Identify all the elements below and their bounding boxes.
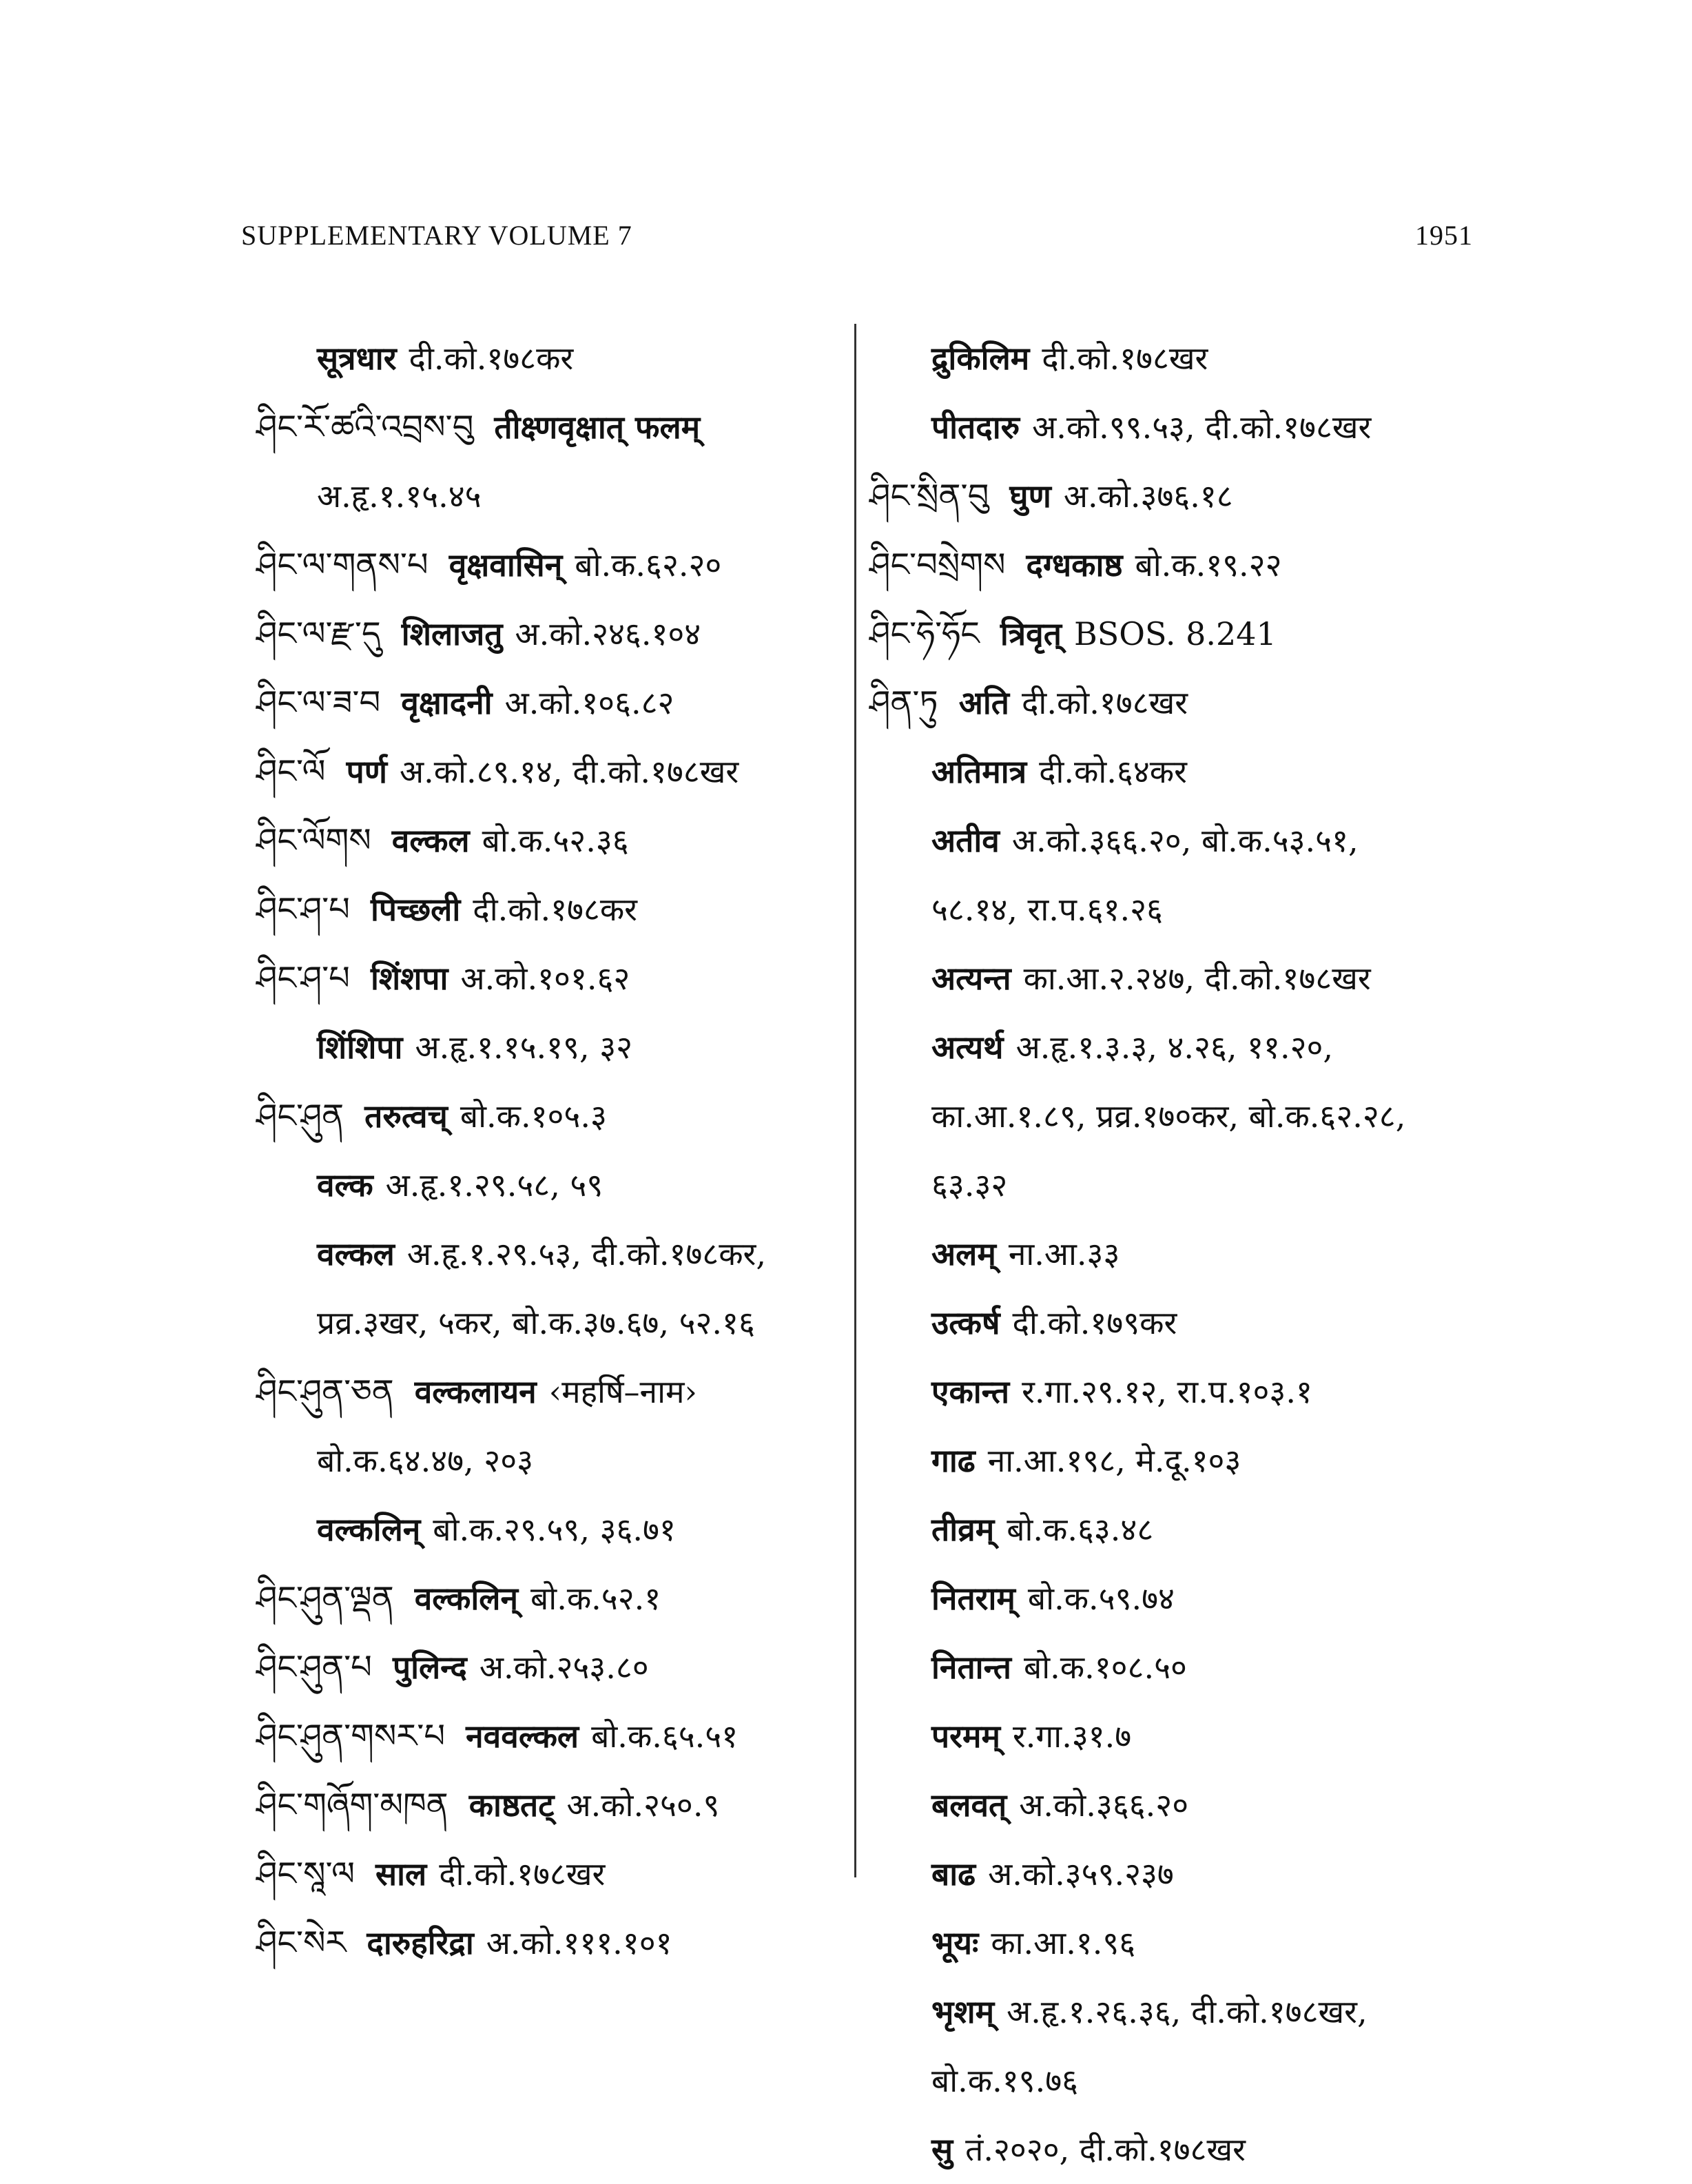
source-reference: अ.को.२४६.१०४ — [515, 615, 701, 652]
sanskrit-headword: उत्कर्ष — [931, 1304, 1000, 1341]
sanskrit-headword: पीतदारु — [931, 409, 1020, 446]
dictionary-entry-line — [869, 944, 1489, 1013]
source-reference: बो.क.५२.३६ — [482, 822, 629, 859]
source-reference: र.गा.२९.१२, रा.प.१०३.१ — [1022, 1373, 1312, 1410]
dictionary-entry-line — [256, 1426, 835, 1495]
source-reference: दी.को.१७८खर — [1042, 340, 1208, 377]
source-reference: अ.को.१११.१०१ — [486, 1924, 672, 1961]
tibetan-term: ཤིང་ཤ་པ — [256, 890, 350, 929]
sanskrit-headword: शिंशिपा — [317, 1029, 403, 1066]
dictionary-entry-line — [256, 1564, 835, 1633]
source-reference: बो.क.६३.४८ — [1007, 1511, 1154, 1548]
source-reference: BSOS. 8.241 — [1073, 615, 1277, 652]
source-reference: अ.को.३६६.२०, बो.क.५३.५१, — [1011, 822, 1359, 859]
sanskrit-headword: वल्कलिन् — [317, 1511, 421, 1548]
dictionary-entry-line — [256, 944, 835, 1013]
dictionary-entry-line — [256, 1082, 835, 1151]
source-reference: का.आ.१.९६ — [991, 1924, 1136, 1961]
sanskrit-headword: दारुहरिद्रा — [367, 1924, 474, 1961]
dictionary-entry-line — [256, 599, 835, 668]
sanskrit-headword: वृक्षवासिन् — [448, 546, 563, 584]
sanskrit-headword: नववल्कल — [466, 1718, 579, 1755]
dictionary-entry-line — [869, 1151, 1489, 1219]
source-reference: अ.को.३६६.२० — [1019, 1786, 1189, 1824]
tibetan-term: ཤིང་བསྲེགས — [869, 546, 1006, 584]
source-reference: तं.२०२०, दी.को.१७८खर — [965, 2131, 1246, 2168]
dictionary-entry-line — [256, 1219, 835, 1288]
source-reference: अ.को.८९.१४, दी.को.१७८खर — [399, 753, 739, 790]
dictionary-entry-line — [256, 1013, 835, 1082]
tibetan-term: ཤིང་ཤུན་གསར་པ — [256, 1717, 446, 1755]
sanskrit-headword: तीव्रम् — [931, 1511, 995, 1548]
source-reference: र.गा.३१.७ — [1012, 1718, 1132, 1755]
dictionary-entry-line — [869, 875, 1489, 944]
source-reference: बो.क.१०८.५० — [1023, 1649, 1187, 1686]
dictionary-entry-line — [869, 462, 1489, 530]
sanskrit-headword: वल्क — [317, 1166, 373, 1204]
source-reference: अ.को.२५०.९ — [566, 1786, 720, 1824]
source-reference: अ.को.३७६.१८ — [1063, 477, 1233, 515]
dictionary-entry-line — [869, 1977, 1489, 2046]
dictionary-entry-line — [256, 1288, 835, 1357]
source-reference: ५८.१४, रा.प.६१.२६ — [931, 891, 1163, 928]
source-reference: अ.को.२५३.८० — [479, 1649, 649, 1686]
source-reference: दी.को.१७८कर — [409, 340, 574, 377]
tibetan-term: ཤིང་སེར — [256, 1924, 347, 1962]
tibetan-term: ཤིང་ཤ་པ — [256, 959, 350, 998]
tibetan-term: ཤིང་གཞོག་མཁན — [256, 1786, 448, 1824]
dictionary-entry-line — [869, 1288, 1489, 1357]
column-divider — [854, 324, 856, 1877]
sanskrit-headword: भूयः — [931, 1924, 979, 1961]
sanskrit-headword: अलम् — [931, 1235, 996, 1273]
tibetan-term: ཤིང་ཤུན — [256, 1097, 344, 1135]
source-reference: अ.हृ.१.१५.४५ — [317, 477, 482, 515]
dictionary-entry-line — [256, 668, 835, 737]
sanskrit-headword: त्रिवृत् — [1000, 615, 1062, 652]
dictionary-entry-line — [256, 530, 835, 599]
tibetan-term: ཤིང་སྲིན་བུ — [869, 477, 989, 515]
dictionary-entry-line — [869, 1702, 1489, 1771]
dictionary-entry-line — [256, 806, 835, 875]
sanskrit-headword: अतीव — [931, 822, 1000, 859]
dictionary-entry-line — [869, 2046, 1489, 2115]
sanskrit-headword: साल — [375, 1855, 427, 1893]
dictionary-entry-line — [869, 1013, 1489, 1082]
sanskrit-headword: दग्धकाष्ठ — [1026, 546, 1123, 584]
source-reference: अ.हृ.१.३.३, ४.२६, ११.२०, — [1015, 1029, 1334, 1066]
tibetan-term: ཤིང་ཤུན་ལྡན — [256, 1579, 394, 1618]
right-column — [869, 324, 1489, 2184]
dictionary-entry-line — [256, 1495, 835, 1564]
dictionary-entry-line — [256, 393, 835, 462]
source-reference: अ.हृ.१.१५.१९, ३२ — [415, 1029, 633, 1066]
dictionary-entry-line — [869, 2115, 1489, 2184]
sanskrit-headword: वल्कल — [391, 822, 470, 859]
source-reference: बो.क.६५.५१ — [591, 1718, 739, 1755]
running-head — [241, 219, 1473, 254]
dictionary-entry-line — [256, 1840, 835, 1908]
source-reference: दी.को.१७८कर — [473, 891, 637, 928]
dictionary-entry-line — [869, 806, 1489, 875]
source-reference: अ.हृ.१.२९.५३, दी.को.१७८कर, — [406, 1235, 766, 1273]
sanskrit-headword: एकान्त — [931, 1373, 1010, 1410]
sanskrit-headword: बाढ — [931, 1855, 976, 1893]
sanskrit-headword: अतिमात्र — [931, 753, 1027, 790]
tibetan-term: ཤིང་ཤུན་པ — [256, 1648, 372, 1687]
volume-title: SUPPLEMENTARY VOLUME 7 — [241, 220, 632, 251]
source-reference: दी.को.१७८खर — [1021, 684, 1188, 721]
dictionary-entry-line — [256, 737, 835, 806]
sanskrit-headword: सु — [931, 2131, 953, 2168]
dictionary-entry-line — [869, 668, 1489, 737]
dictionary-entry-line — [869, 530, 1489, 599]
source-reference: अ.को.३५९.२३७ — [988, 1855, 1174, 1893]
dictionary-entry-line — [869, 1495, 1489, 1564]
source-reference: बो.क.६४.४७, २०३ — [317, 1442, 534, 1479]
sanskrit-headword: बलवत् — [931, 1786, 1007, 1824]
source-reference: बो.क.१९.७६ — [931, 2062, 1079, 2099]
dictionary-entry-line — [869, 324, 1489, 393]
sanskrit-headword: काष्ठतट् — [468, 1786, 555, 1824]
sanskrit-headword: अति — [958, 684, 1009, 721]
tibetan-term: ཤིང་ལ་གནས་པ — [256, 546, 429, 584]
dictionary-entry-line — [869, 1840, 1489, 1908]
dictionary-entry-line — [869, 599, 1489, 668]
source-reference: बो.क.२९.५९, ३६.७१ — [433, 1511, 676, 1548]
dictionary-entry-line — [256, 1908, 835, 1977]
sanskrit-headword: शिलाजतु — [401, 615, 503, 652]
source-reference: अ.हृ.१.२९.५८, ५९ — [385, 1166, 603, 1204]
dictionary-entry-line — [869, 1426, 1489, 1495]
dictionary-entry-line — [869, 1357, 1489, 1426]
dictionary-entry-line — [256, 1151, 835, 1219]
tibetan-term: ཤིང་ཤུན་ཅན — [256, 1372, 394, 1411]
tibetan-term: ཤིང་ལ་རྫ་དུ — [256, 615, 381, 653]
source-reference: अ.हृ.१.२६.३६, दी.को.१७८खर, — [1007, 1993, 1368, 2030]
dictionary-entry-line — [256, 875, 835, 944]
source-reference: बो.क.५९.७४ — [1027, 1580, 1175, 1617]
sanskrit-headword: भृशम् — [931, 1993, 995, 2030]
sanskrit-headword: सूत्रधार — [317, 340, 397, 377]
source-reference: का.आ.१.८९, प्रव्र.१७०कर, बो.क.६२.२८, — [931, 1098, 1406, 1135]
sanskrit-headword: वल्कलिन् — [414, 1580, 519, 1617]
source-reference: अ.को.९९.५३, दी.को.१७८खर — [1032, 409, 1372, 446]
sanskrit-headword: वल्कल — [317, 1235, 395, 1273]
sanskrit-headword: अत्यर्थ — [931, 1029, 1004, 1066]
source-reference: ६३.३२ — [931, 1166, 1008, 1204]
source-reference: बो.क.६२.२० — [575, 546, 722, 584]
dictionary-entry-line — [869, 737, 1489, 806]
source-reference: दी.को.१७९कर — [1012, 1304, 1177, 1341]
dictionary-entry-line — [256, 324, 835, 393]
dictionary-entry-line — [869, 1564, 1489, 1633]
dictionary-entry-line — [256, 462, 835, 530]
sanskrit-headword: तीक्ष्णवृक्षात् फलम् — [494, 409, 701, 446]
source-reference: का.आ.२.२४७, दी.को.१७८खर — [1023, 960, 1371, 997]
dictionary-entry-line — [869, 393, 1489, 462]
source-reference: अ.को.१०१.६२ — [460, 960, 630, 997]
sanskrit-headword: परमम् — [931, 1718, 1000, 1755]
tibetan-term: ཤིང་ལ་ཟ་བ — [256, 683, 381, 722]
sanskrit-headword: घुण — [1009, 477, 1051, 515]
sanskrit-headword: वृक्षादनी — [401, 684, 493, 721]
source-reference: बो.क.१९.२२ — [1135, 546, 1282, 584]
sanskrit-headword: तरुत्वच् — [364, 1098, 448, 1135]
tibetan-term: ཤིང་ལོ — [256, 752, 326, 791]
source-reference: ना.आ.१९८, मे.दू.१०३ — [987, 1442, 1241, 1479]
sanskrit-headword: गाढ — [931, 1442, 976, 1479]
dictionary-entry-line — [256, 1357, 835, 1426]
dictionary-entry-line — [869, 1633, 1489, 1702]
left-column — [256, 324, 835, 1977]
sanskrit-headword: वल्कलायन — [414, 1373, 537, 1410]
source-reference: बो.क.१०५.३ — [460, 1098, 607, 1135]
tibetan-term: ཤིན་ཏུ — [869, 683, 938, 722]
tibetan-term: ཤིང་རོ་ཚའི་འབྲས་བུ — [256, 408, 474, 446]
sanskrit-headword: शिंशपा — [370, 960, 448, 997]
source-reference: बो.क.५२.१ — [530, 1580, 661, 1617]
sanskrit-headword: पुलिन्द — [392, 1649, 467, 1686]
tibetan-term: ཤིང་ལོགས — [256, 821, 371, 860]
sanskrit-headword: पर्ण — [346, 753, 387, 790]
source-reference: प्रव्र.३खर, ५कर, बो.क.३७.६७, ५२.१६ — [317, 1304, 755, 1341]
tibetan-term: ཤིང་ཧེ་ཧོང — [869, 615, 980, 653]
dictionary-entry-line — [256, 1633, 835, 1702]
source-reference: दी.को.१७८खर — [439, 1855, 606, 1893]
source-reference: ना.आ.३३ — [1008, 1235, 1120, 1273]
sanskrit-headword: नितान्त — [931, 1649, 1011, 1686]
dictionary-entry-line — [256, 1771, 835, 1840]
dictionary-entry-line — [869, 1219, 1489, 1288]
dictionary-entry-line — [869, 1082, 1489, 1151]
dictionary-entry-line — [869, 1771, 1489, 1840]
tibetan-term: ཤིང་སཱ་ལ — [256, 1855, 355, 1893]
sanskrit-headword: द्रुकिलिम — [931, 340, 1030, 377]
source-reference: ‹महर्षि–नाम› — [548, 1373, 697, 1410]
source-reference: दी.को.६४कर — [1039, 753, 1187, 790]
sanskrit-headword: अत्यन्त — [931, 960, 1011, 997]
sanskrit-headword: नितराम् — [931, 1580, 1015, 1617]
sanskrit-headword: पिच्छली — [370, 891, 461, 928]
dictionary-entry-line — [256, 1702, 835, 1771]
dictionary-entry-line — [869, 1908, 1489, 1977]
source-reference: अ.को.१०६.८२ — [504, 684, 674, 721]
page-number: 1951 — [1415, 220, 1473, 251]
